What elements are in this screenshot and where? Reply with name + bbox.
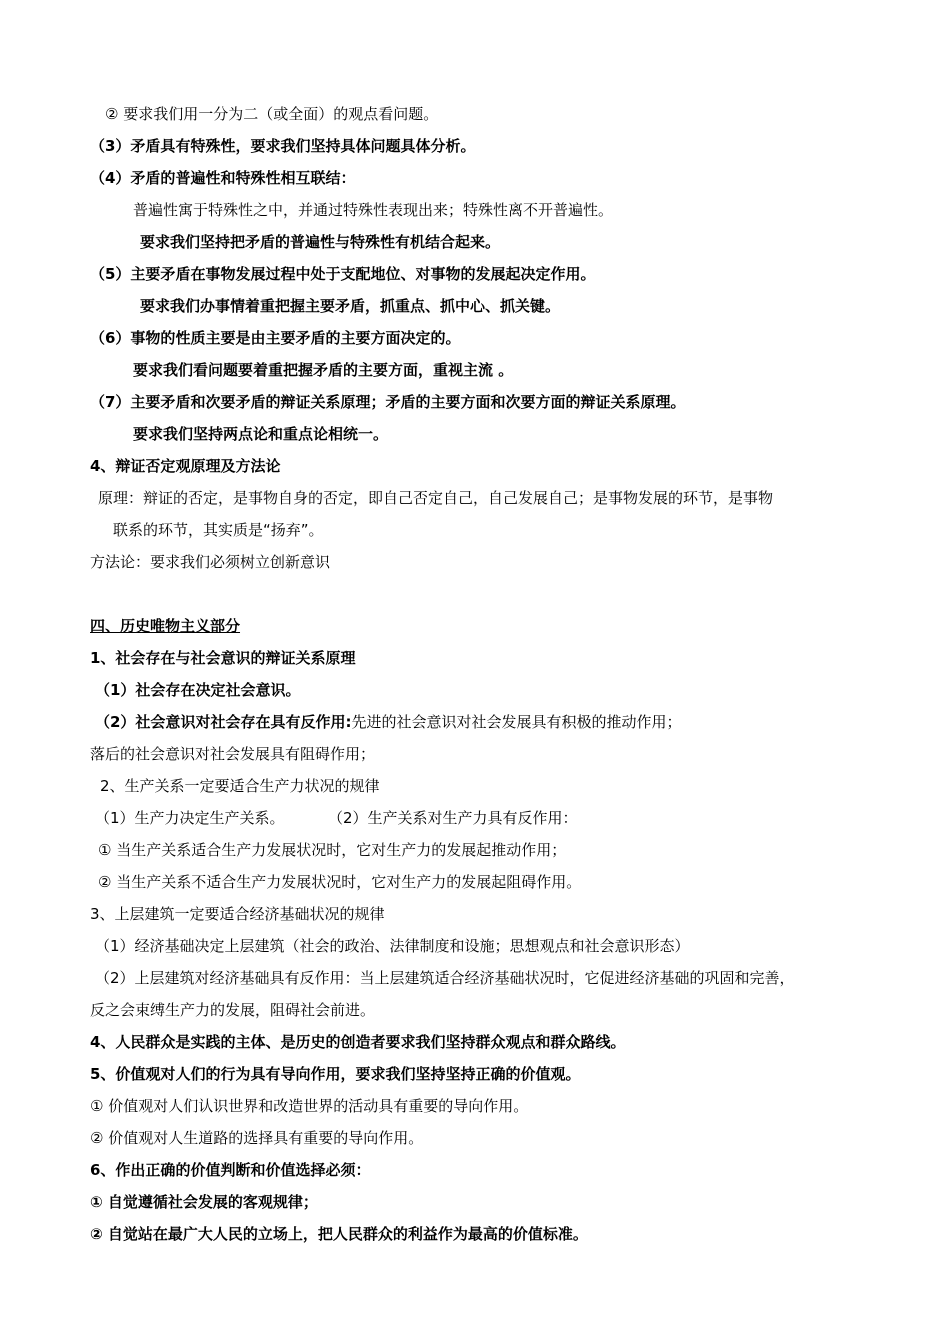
text-line: （6）事物的性质主要是由主要矛盾的主要方面决定的。 (90, 329, 461, 347)
section-heading: 5、价值观对人们的行为具有导向作用，要求我们坚持坚持正确的价值观。 (90, 1065, 581, 1083)
section-heading: 3、上层建筑一定要适合经济基础状况的规律 (90, 905, 385, 923)
text-line: （7）主要矛盾和次要矛盾的辩证关系原理；矛盾的主要方面和次要方面的辩证关系原理。 (90, 393, 686, 411)
text-line-normal-part: 先进的社会意识对社会发展具有积极的推动作用； (351, 713, 682, 731)
text-line: 联系的环节，其实质是“扬弃”。 (113, 521, 324, 539)
section-heading: 1、社会存在与社会意识的辩证关系原理 (90, 649, 356, 667)
text-line-bold-part: （2）社会意识对社会存在具有反作用: (95, 713, 352, 731)
text-line: ② 价值观对人生道路的选择具有重要的导向作用。 (90, 1129, 424, 1147)
text-line: 落后的社会意识对社会发展具有阻碍作用； (90, 745, 376, 763)
text-line: 要求我们坚持两点论和重点论相统一。 (133, 425, 389, 443)
text-line: （1）经济基础决定上层建筑（社会的政治、法律制度和设施；思想观点和社会意识形态） (95, 937, 690, 955)
text-line: 要求我们坚持把矛盾的普遍性与特殊性有机结合起来。 (140, 233, 501, 251)
text-line: 普遍性寓于特殊性之中，并通过特殊性表现出来；特殊性离不开普遍性。 (133, 201, 614, 219)
text-line-mixed (95, 712, 681, 732)
part-heading: 四、历史唯物主义部分 (90, 617, 241, 635)
text-line: （3）矛盾具有特殊性，要求我们坚持具体问题具体分析。 (90, 137, 476, 155)
text-line: 反之会束缚生产力的发展，阻碍社会前进。 (90, 1001, 376, 1019)
text-line: （1）社会存在决定社会意识。 (95, 681, 301, 699)
section-heading: 6、作出正确的价值判断和价值选择必须： (90, 1161, 371, 1179)
text-line: 原理：辩证的否定，是事物自身的否定，即自己否定自己，自己发展自己；是事物发展的环节，是事物 (98, 489, 774, 507)
text-line: ② 当生产关系不适合生产力发展状况时，它对生产力的发展起阻碍作用。 (98, 873, 582, 891)
text-line: 要求我们办事情着重把握主要矛盾，抓重点、抓中心、抓关键。 (140, 297, 561, 315)
text-line: 方法论：要求我们必须树立创新意识 (90, 553, 331, 571)
text-line: （5）主要矛盾在事物发展过程中处于支配地位、对事物的发展起决定作用。 (90, 265, 596, 283)
text-line: 要求我们看问题要着重把握矛盾的主要方面，重视主流 。 (133, 361, 514, 379)
text-line: （2）生产关系对生产力具有反作用： (328, 809, 578, 827)
section-heading: 4、辩证否定观原理及方法论 (90, 457, 281, 475)
text-line: ① 价值观对人们认识世界和改造世界的活动具有重要的导向作用。 (90, 1097, 529, 1115)
text-line: ② 要求我们用一分为二（或全面）的观点看问题。 (105, 105, 439, 123)
text-line: （4）矛盾的普遍性和特殊性相互联结： (90, 169, 356, 187)
text-line: （2）上层建筑对经济基础具有反作用：当上层建筑适合经济基础状况时，它促进经济基础的巩固和完善， (95, 969, 795, 987)
text-line: ① 自觉遵循社会发展的客观规律； (90, 1193, 318, 1211)
section-heading: 4、人民群众是实践的主体、是历史的创造者要求我们坚持群众观点和群众路线。 (90, 1033, 626, 1051)
section-heading: 2、生产关系一定要适合生产力状况的规律 (100, 777, 380, 795)
text-line: ① 当生产关系适合生产力发展状况时，它对生产力的发展起推动作用； (98, 841, 567, 859)
text-line: （1）生产力决定生产关系。 (95, 809, 285, 827)
text-line: ② 自觉站在最广大人民的立场上，把人民群众的利益作为最高的价值标准。 (90, 1225, 588, 1243)
